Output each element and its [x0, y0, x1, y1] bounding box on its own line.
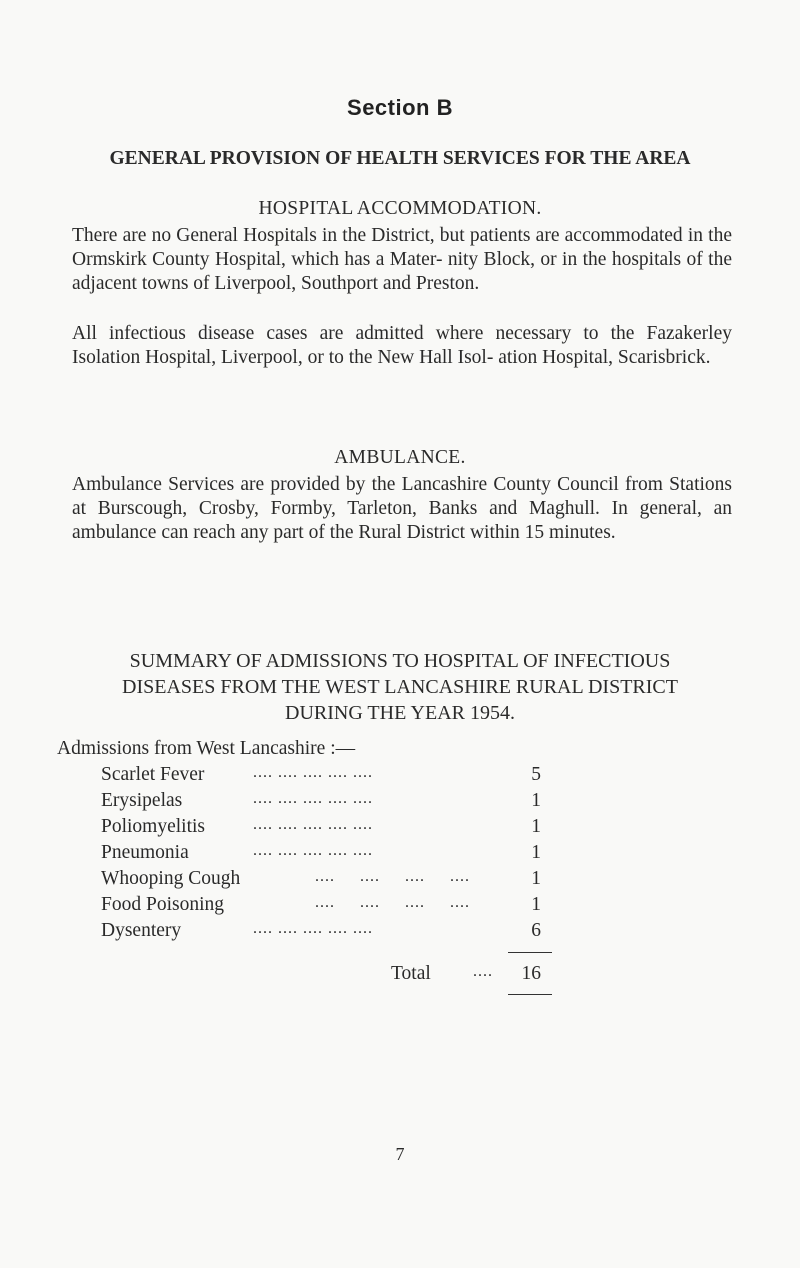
page-number: 7: [395, 1144, 405, 1164]
summary-heading: [40, 648, 760, 726]
leader-dots: .... .... .... ....: [315, 868, 470, 885]
ambulance-heading: AMBULANCE.: [334, 447, 466, 468]
list-item: [101, 868, 541, 892]
disease-name: Pneumonia: [101, 842, 189, 863]
admission-count: 1: [531, 816, 541, 837]
ambulance-paragraph: Ambulance Services are provided by the Lancashire County Council from Stations at Burscough, Crosby, Formby, Tarleton, Banks and Maghull. In general, an ambulance can reach any part of the Rural District within 15 minutes.: [72, 474, 732, 543]
disease-name: Poliomyelitis: [101, 816, 206, 837]
list-item: [101, 920, 541, 944]
total-rule-top: [508, 952, 552, 953]
hospital-paragraph-2: All infectious disease cases are admitted where necessary to the Fazakerley Isolation Hospital, Liverpool, or to the New Hall Isol- ation Hospital, Scarisbrick.: [72, 323, 732, 368]
summary-line-1: SUMMARY OF ADMISSIONS TO HOSPITAL OF INFECTIOUS: [129, 650, 671, 672]
disease-name: Erysipelas: [101, 790, 183, 811]
leader-dots: ....: [473, 963, 493, 980]
leader-dots: .... .... .... .... ....: [253, 816, 373, 833]
disease-name: Scarlet Fever: [101, 764, 205, 785]
leader-dots: .... .... .... .... ....: [253, 790, 373, 807]
total-label: Total: [391, 963, 431, 984]
leader-dots: .... .... .... .... ....: [253, 842, 373, 859]
list-item: [101, 816, 541, 840]
admissions-intro: Admissions from West Lancashire :—: [57, 738, 356, 759]
total-row: [101, 963, 541, 987]
admission-count: 1: [531, 790, 541, 811]
list-item: [101, 894, 541, 918]
leader-dots: .... .... .... .... ....: [253, 920, 373, 937]
disease-name: Dysentery: [101, 920, 182, 941]
admission-count: 6: [531, 920, 541, 941]
summary-line-2: DISEASES FROM THE WEST LANCASHIRE RURAL DISTRICT: [122, 676, 678, 698]
admission-count: 5: [531, 764, 541, 785]
section-title: Section B: [347, 95, 453, 120]
summary-line-3: DURING THE YEAR 1954.: [285, 702, 515, 724]
list-item: [101, 842, 541, 866]
admission-count: 1: [531, 868, 541, 889]
hospital-paragraph-1: There are no General Hospitals in the District, but patients are accommodated in the Ormskirk County Hospital, which has a Mater- nity Block, or in the hospitals of the adjacent towns of Liverpool, Southport and Preston.: [72, 225, 732, 294]
total-value: 16: [521, 963, 541, 984]
leader-dots: .... .... .... .... ....: [253, 764, 373, 781]
admission-count: 1: [531, 842, 541, 863]
leader-dots: .... .... .... ....: [315, 894, 470, 911]
hospital-accommodation-heading: HOSPITAL ACCOMMODATION.: [258, 198, 542, 219]
main-heading: GENERAL PROVISION OF HEALTH SERVICES FOR THE AREA: [109, 148, 691, 169]
total-rule-bottom: [508, 994, 552, 995]
list-item: [101, 790, 541, 814]
disease-name: Whooping Cough: [101, 868, 241, 889]
list-item: [101, 764, 541, 788]
disease-name: Food Poisoning: [101, 894, 224, 915]
admission-count: 1: [531, 894, 541, 915]
